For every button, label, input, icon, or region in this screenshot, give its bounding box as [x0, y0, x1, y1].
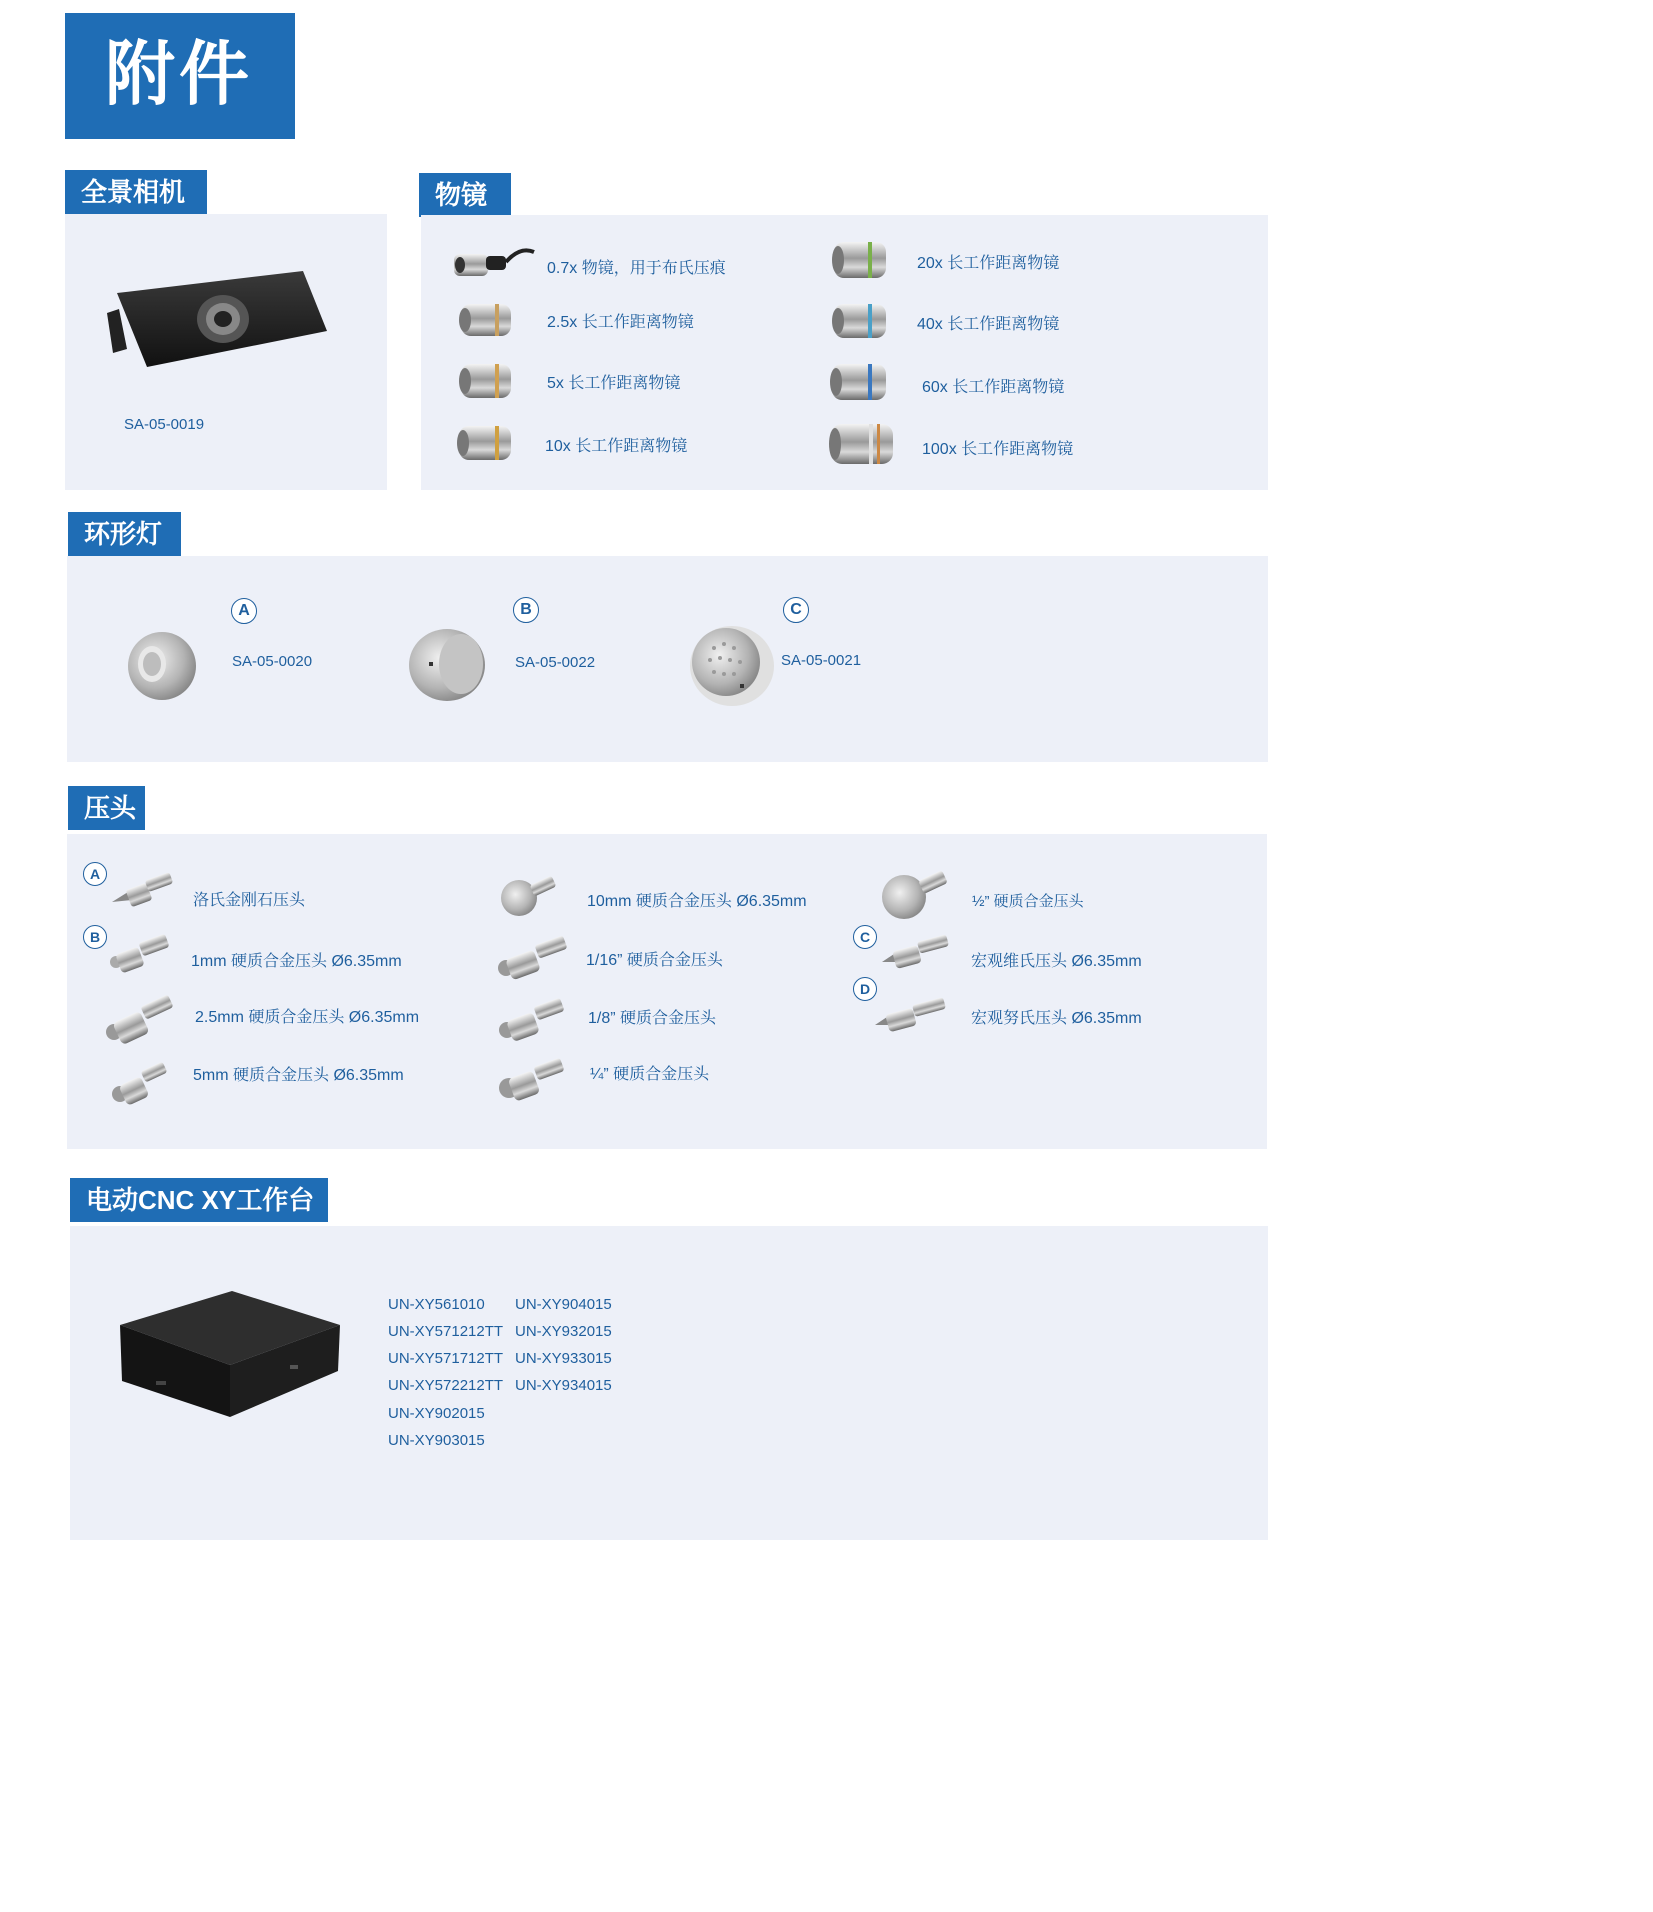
xy-stage-image	[112, 1285, 352, 1425]
xy-model: UN-XY902015	[388, 1405, 485, 1422]
objective-item-6: 40x 长工作距离物镜	[917, 316, 1060, 333]
xy-stage-heading: 电动CNC XY工作台	[70, 1178, 328, 1222]
objective-item-4: 10x 长工作距离物镜	[545, 438, 688, 455]
objective-item-3: 5x 长工作距离物镜	[547, 375, 681, 392]
ring-light-b-image	[405, 626, 489, 704]
ring-light-c-image	[688, 622, 780, 710]
objective-5x-image	[455, 360, 515, 402]
objective-40x-image	[828, 300, 890, 342]
xy-model: UN-XY571712TT	[388, 1350, 504, 1367]
indenter-1-8-image	[497, 994, 567, 1044]
objective-20x-image	[828, 238, 890, 282]
ring-light-c-part: SA-05-0021	[781, 652, 862, 669]
indenter-rockwell-diamond-image	[108, 866, 178, 912]
xy-model: UN-XY904015	[515, 1296, 612, 1313]
ring-light-a-part: SA-05-0020	[232, 653, 313, 670]
indenter-badge-a: A	[83, 862, 107, 886]
ring-light-heading: 环形灯	[68, 512, 181, 556]
objective-item-2: 2.5x 长工作距离物镜	[547, 314, 694, 331]
ring-light-b-part: SA-05-0022	[515, 654, 596, 671]
indenter-2.5mm-image	[104, 992, 176, 1046]
xy-model: UN-XY903015	[388, 1432, 485, 1449]
indenter-5mm-image	[110, 1058, 170, 1106]
indenter-col1-item-2: 1mm 硬质合金压头 Ø6.35mm	[191, 953, 402, 970]
panorama-heading: 全景相机	[65, 170, 207, 214]
page-title: 附件	[105, 35, 253, 113]
ring-light-badge-a: A	[231, 598, 257, 624]
indenter-col2-item-4: ¼” 硬质合金压头	[590, 1066, 710, 1083]
xy-model: UN-XY934015	[515, 1377, 612, 1394]
panorama-camera-image	[105, 265, 335, 385]
indenter-col2-item-3: 1/8” 硬质合金压头	[588, 1010, 717, 1027]
xy-model: UN-XY571212TT	[388, 1323, 504, 1340]
objective-60x-image	[826, 360, 890, 404]
xy-model: UN-XY572212TT	[388, 1377, 504, 1394]
indenter-col1-item-4: 5mm 硬质合金压头 Ø6.35mm	[193, 1067, 404, 1084]
indenters-heading: 压头	[68, 786, 145, 830]
indenters-panel	[67, 834, 1267, 1149]
indenter-1mm-image	[108, 928, 172, 974]
objective-item-5: 20x 长工作距离物镜	[917, 255, 1060, 272]
indenter-col3-item-2: 宏观维氏压头 Ø6.35mm	[971, 953, 1142, 970]
indenter-10mm-image	[497, 868, 559, 920]
objective-item-8: 100x 长工作距离物镜	[922, 441, 1074, 458]
indenter-badge-d: D	[853, 977, 877, 1001]
objective-item-1: 0.7x 物镜，用于布氏压痕	[547, 260, 726, 277]
xy-model: UN-XY932015	[515, 1323, 612, 1340]
indenter-macro-vickers-image	[880, 930, 952, 974]
indenter-col2-item-1: 10mm 硬质合金压头 Ø6.35mm	[587, 893, 807, 910]
ring-light-badge-c: C	[783, 597, 809, 623]
panorama-part-number: SA-05-0019	[124, 416, 205, 433]
objective-0.7x-image	[452, 240, 542, 280]
indenter-col3-item-3: 宏观努氏压头 Ø6.35mm	[971, 1010, 1142, 1027]
objective-2.5x-image	[455, 300, 515, 340]
indenter-1-2-image	[880, 865, 950, 921]
ring-light-a-image	[124, 628, 200, 702]
indenter-col1-item-1: 洛氏金刚石压头	[193, 892, 306, 909]
indenter-col2-item-2: 1/16” 硬质合金压头	[586, 952, 723, 969]
indenter-macro-knoop-image	[873, 993, 949, 1037]
indenter-1-16-image	[496, 932, 572, 982]
objective-item-7: 60x 长工作距离物镜	[922, 379, 1065, 396]
indenter-1-4-image	[497, 1054, 567, 1104]
objective-100x-image	[825, 420, 897, 468]
indenter-col1-item-3: 2.5mm 硬质合金压头 Ø6.35mm	[195, 1009, 420, 1026]
objective-10x-image	[453, 422, 515, 464]
xy-model: UN-XY561010	[388, 1296, 485, 1313]
objectives-heading: 物镜	[419, 173, 511, 217]
indenter-col3-item-1: ½” 硬质合金压头	[972, 893, 1084, 910]
xy-model: UN-XY933015	[515, 1350, 612, 1367]
indenter-badge-b: B	[83, 925, 107, 949]
page-title-box	[65, 13, 295, 139]
indenter-badge-c: C	[853, 925, 877, 949]
ring-light-badge-b: B	[513, 597, 539, 623]
